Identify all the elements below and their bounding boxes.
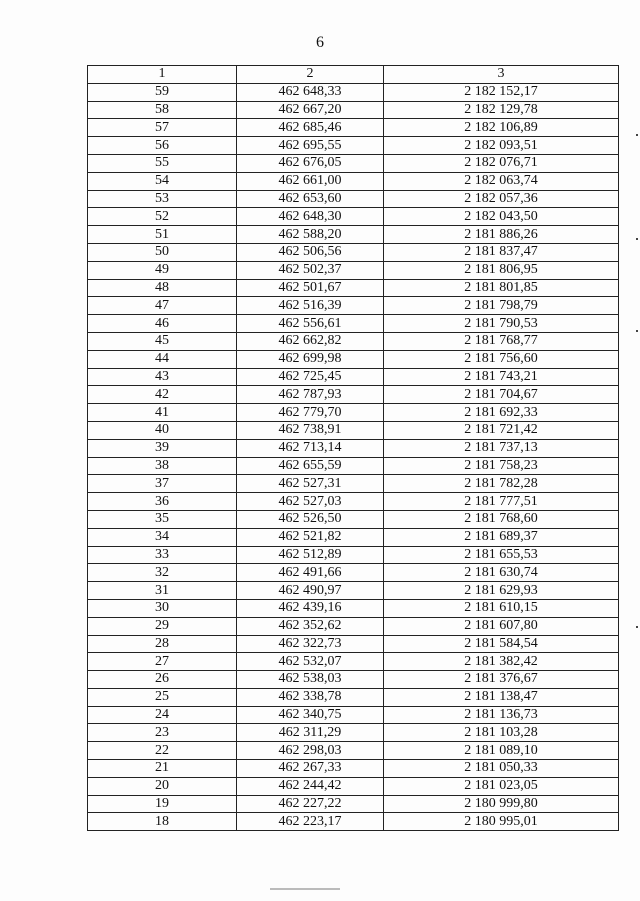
cell-x-coordinate: 462 338,78 — [237, 688, 384, 706]
cell-point-number: 50 — [88, 243, 237, 261]
cell-x-coordinate: 462 653,60 — [237, 190, 384, 208]
table-row — [88, 297, 619, 315]
cell-point-number: 28 — [88, 635, 237, 653]
cell-y-coordinate: 2 181 103,28 — [384, 724, 619, 742]
cell-x-coordinate: 462 516,39 — [237, 297, 384, 315]
table-row — [88, 350, 619, 368]
scan-speck — [636, 238, 638, 240]
cell-y-coordinate: 2 181 023,05 — [384, 777, 619, 795]
table-row — [88, 617, 619, 635]
cell-y-coordinate: 2 182 093,51 — [384, 137, 619, 155]
cell-y-coordinate: 2 182 152,17 — [384, 83, 619, 101]
cell-x-coordinate: 462 352,62 — [237, 617, 384, 635]
coordinates-table — [87, 65, 619, 831]
cell-y-coordinate: 2 181 136,73 — [384, 706, 619, 724]
cell-y-coordinate: 2 181 782,28 — [384, 475, 619, 493]
cell-y-coordinate: 2 181 801,85 — [384, 279, 619, 297]
cell-x-coordinate: 462 676,05 — [237, 154, 384, 172]
cell-x-coordinate: 462 662,82 — [237, 332, 384, 350]
cell-y-coordinate: 2 181 758,23 — [384, 457, 619, 475]
cell-x-coordinate: 462 556,61 — [237, 315, 384, 333]
cell-x-coordinate: 462 502,37 — [237, 261, 384, 279]
cell-point-number: 59 — [88, 83, 237, 101]
cell-point-number: 58 — [88, 101, 237, 119]
cell-point-number: 51 — [88, 226, 237, 244]
cell-x-coordinate: 462 501,67 — [237, 279, 384, 297]
cell-point-number: 27 — [88, 653, 237, 671]
cell-x-coordinate: 462 311,29 — [237, 724, 384, 742]
cell-y-coordinate: 2 180 995,01 — [384, 813, 619, 831]
cell-y-coordinate: 2 181 806,95 — [384, 261, 619, 279]
cell-point-number: 25 — [88, 688, 237, 706]
cell-x-coordinate: 462 244,42 — [237, 777, 384, 795]
cell-point-number: 35 — [88, 510, 237, 528]
column-header-x: 2 — [237, 66, 384, 84]
cell-point-number: 36 — [88, 493, 237, 511]
cell-point-number: 57 — [88, 119, 237, 137]
cell-point-number: 45 — [88, 332, 237, 350]
cell-point-number: 18 — [88, 813, 237, 831]
cell-x-coordinate: 462 439,16 — [237, 599, 384, 617]
cell-point-number: 46 — [88, 315, 237, 333]
cell-y-coordinate: 2 181 721,42 — [384, 421, 619, 439]
cell-x-coordinate: 462 267,33 — [237, 760, 384, 778]
cell-point-number: 21 — [88, 760, 237, 778]
cell-y-coordinate: 2 181 768,77 — [384, 332, 619, 350]
table-row — [88, 137, 619, 155]
scan-speck — [636, 626, 638, 628]
cell-point-number: 23 — [88, 724, 237, 742]
scan-speck — [636, 134, 638, 136]
cell-y-coordinate: 2 181 798,79 — [384, 297, 619, 315]
cell-x-coordinate: 462 521,82 — [237, 528, 384, 546]
table-row — [88, 653, 619, 671]
cell-point-number: 37 — [88, 475, 237, 493]
table-row — [88, 671, 619, 689]
cell-y-coordinate: 2 181 376,67 — [384, 671, 619, 689]
cell-x-coordinate: 462 588,20 — [237, 226, 384, 244]
cell-point-number: 55 — [88, 154, 237, 172]
table-row — [88, 154, 619, 172]
table-row — [88, 457, 619, 475]
table-body — [88, 83, 619, 830]
cell-x-coordinate: 462 738,91 — [237, 421, 384, 439]
cell-point-number: 24 — [88, 706, 237, 724]
cell-y-coordinate: 2 181 610,15 — [384, 599, 619, 617]
cell-x-coordinate: 462 713,14 — [237, 439, 384, 457]
cell-y-coordinate: 2 182 129,78 — [384, 101, 619, 119]
table-row — [88, 546, 619, 564]
cell-y-coordinate: 2 180 999,80 — [384, 795, 619, 813]
column-header-y: 3 — [384, 66, 619, 84]
cell-x-coordinate: 462 532,07 — [237, 653, 384, 671]
cell-x-coordinate: 462 685,46 — [237, 119, 384, 137]
cell-y-coordinate: 2 181 768,60 — [384, 510, 619, 528]
cell-x-coordinate: 462 655,59 — [237, 457, 384, 475]
cell-y-coordinate: 2 182 043,50 — [384, 208, 619, 226]
cell-x-coordinate: 462 661,00 — [237, 172, 384, 190]
cell-point-number: 31 — [88, 582, 237, 600]
cell-point-number: 44 — [88, 350, 237, 368]
scan-smudge — [270, 888, 340, 890]
table-row — [88, 226, 619, 244]
cell-y-coordinate: 2 181 790,53 — [384, 315, 619, 333]
cell-y-coordinate: 2 181 089,10 — [384, 742, 619, 760]
cell-y-coordinate: 2 182 057,36 — [384, 190, 619, 208]
table-row — [88, 599, 619, 617]
cell-x-coordinate: 462 322,73 — [237, 635, 384, 653]
table-row — [88, 172, 619, 190]
table-row — [88, 421, 619, 439]
cell-point-number: 43 — [88, 368, 237, 386]
cell-y-coordinate: 2 181 138,47 — [384, 688, 619, 706]
cell-point-number: 34 — [88, 528, 237, 546]
cell-point-number: 33 — [88, 546, 237, 564]
cell-y-coordinate: 2 181 629,93 — [384, 582, 619, 600]
table-row — [88, 190, 619, 208]
cell-x-coordinate: 462 787,93 — [237, 386, 384, 404]
cell-y-coordinate: 2 181 584,54 — [384, 635, 619, 653]
cell-x-coordinate: 462 223,17 — [237, 813, 384, 831]
cell-y-coordinate: 2 181 630,74 — [384, 564, 619, 582]
cell-x-coordinate: 462 526,50 — [237, 510, 384, 528]
table-row — [88, 332, 619, 350]
table-row — [88, 386, 619, 404]
cell-x-coordinate: 462 506,56 — [237, 243, 384, 261]
cell-y-coordinate: 2 182 063,74 — [384, 172, 619, 190]
cell-x-coordinate: 462 340,75 — [237, 706, 384, 724]
scan-speck — [636, 330, 638, 332]
cell-point-number: 22 — [88, 742, 237, 760]
cell-x-coordinate: 462 227,22 — [237, 795, 384, 813]
table-row — [88, 742, 619, 760]
cell-point-number: 20 — [88, 777, 237, 795]
cell-point-number: 32 — [88, 564, 237, 582]
cell-point-number: 19 — [88, 795, 237, 813]
cell-y-coordinate: 2 181 704,67 — [384, 386, 619, 404]
cell-y-coordinate: 2 181 886,26 — [384, 226, 619, 244]
cell-x-coordinate: 462 491,66 — [237, 564, 384, 582]
cell-x-coordinate: 462 648,33 — [237, 83, 384, 101]
cell-y-coordinate: 2 182 076,71 — [384, 154, 619, 172]
table-row — [88, 101, 619, 119]
cell-y-coordinate: 2 181 689,37 — [384, 528, 619, 546]
cell-point-number: 29 — [88, 617, 237, 635]
cell-x-coordinate: 462 779,70 — [237, 404, 384, 422]
cell-x-coordinate: 462 512,89 — [237, 546, 384, 564]
table-row — [88, 777, 619, 795]
cell-x-coordinate: 462 695,55 — [237, 137, 384, 155]
cell-point-number: 53 — [88, 190, 237, 208]
table-row — [88, 119, 619, 137]
cell-point-number: 48 — [88, 279, 237, 297]
table-row — [88, 439, 619, 457]
table-row — [88, 493, 619, 511]
table-row — [88, 279, 619, 297]
table-row — [88, 475, 619, 493]
cell-y-coordinate: 2 181 655,53 — [384, 546, 619, 564]
cell-point-number: 42 — [88, 386, 237, 404]
cell-point-number: 41 — [88, 404, 237, 422]
cell-x-coordinate: 462 648,30 — [237, 208, 384, 226]
table-row — [88, 635, 619, 653]
table-row — [88, 404, 619, 422]
page-number: 6 — [316, 34, 324, 51]
cell-point-number: 38 — [88, 457, 237, 475]
cell-x-coordinate: 462 527,03 — [237, 493, 384, 511]
table-row — [88, 528, 619, 546]
table-row — [88, 688, 619, 706]
cell-y-coordinate: 2 181 737,13 — [384, 439, 619, 457]
cell-x-coordinate: 462 538,03 — [237, 671, 384, 689]
cell-point-number: 26 — [88, 671, 237, 689]
cell-y-coordinate: 2 182 106,89 — [384, 119, 619, 137]
cell-point-number: 52 — [88, 208, 237, 226]
table-row — [88, 510, 619, 528]
cell-y-coordinate: 2 181 050,33 — [384, 760, 619, 778]
table-row — [88, 813, 619, 831]
table-row — [88, 564, 619, 582]
table-row — [88, 243, 619, 261]
cell-point-number: 40 — [88, 421, 237, 439]
cell-y-coordinate: 2 181 607,80 — [384, 617, 619, 635]
cell-y-coordinate: 2 181 756,60 — [384, 350, 619, 368]
cell-x-coordinate: 462 667,20 — [237, 101, 384, 119]
cell-point-number: 54 — [88, 172, 237, 190]
cell-point-number: 49 — [88, 261, 237, 279]
cell-point-number: 30 — [88, 599, 237, 617]
cell-point-number: 47 — [88, 297, 237, 315]
cell-y-coordinate: 2 181 837,47 — [384, 243, 619, 261]
table-row — [88, 261, 619, 279]
cell-x-coordinate: 462 490,97 — [237, 582, 384, 600]
column-header-point: 1 — [88, 66, 237, 84]
table-row — [88, 795, 619, 813]
table-row — [88, 582, 619, 600]
cell-x-coordinate: 462 298,03 — [237, 742, 384, 760]
table-row — [88, 368, 619, 386]
cell-x-coordinate: 462 527,31 — [237, 475, 384, 493]
cell-point-number: 39 — [88, 439, 237, 457]
cell-y-coordinate: 2 181 382,42 — [384, 653, 619, 671]
table-header-row — [88, 66, 619, 84]
table-row — [88, 724, 619, 742]
table-row — [88, 208, 619, 226]
table-row — [88, 760, 619, 778]
cell-point-number: 56 — [88, 137, 237, 155]
table-row — [88, 315, 619, 333]
cell-x-coordinate: 462 725,45 — [237, 368, 384, 386]
cell-y-coordinate: 2 181 692,33 — [384, 404, 619, 422]
cell-y-coordinate: 2 181 743,21 — [384, 368, 619, 386]
cell-y-coordinate: 2 181 777,51 — [384, 493, 619, 511]
cell-x-coordinate: 462 699,98 — [237, 350, 384, 368]
table-row — [88, 83, 619, 101]
table-row — [88, 706, 619, 724]
